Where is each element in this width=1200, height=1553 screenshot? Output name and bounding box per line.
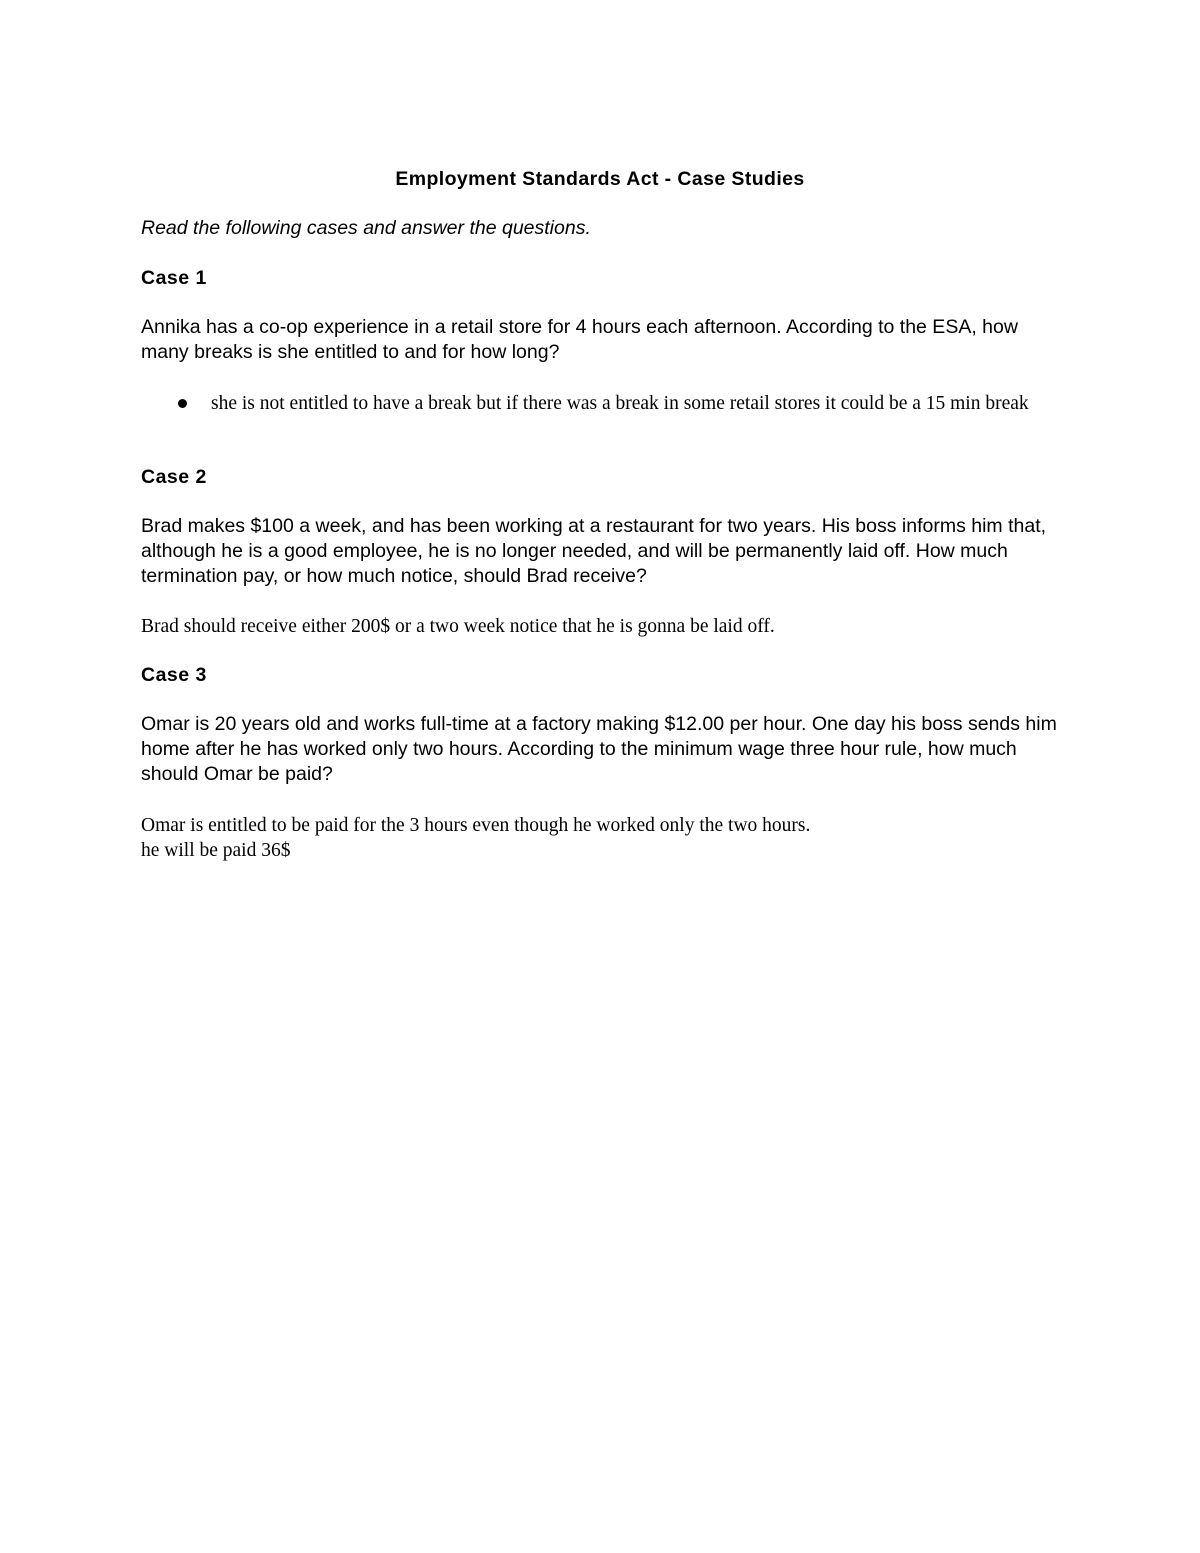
case-2-heading: Case 2 xyxy=(141,466,207,488)
case-3-answer-line: Omar is entitled to be paid for the 3 hours even though he worked only the two hours. xyxy=(141,815,811,836)
case-3-heading: Case 3 xyxy=(141,664,207,686)
case-3-question: Omar is 20 years old and works full-time at a factory making $12.00 per hour. One day his boss sends him home after he has worked only two hours. According to the minimum wage three hour rule, how much should Omar be paid? xyxy=(141,713,1057,785)
case-3-answer xyxy=(141,813,1061,863)
case-1-answer-list-item xyxy=(141,391,1061,416)
bullet-icon xyxy=(141,391,211,416)
case-2-answer: Brad should receive either 200$ or a two week notice that he is gonna be laid off. xyxy=(141,616,775,637)
case-1-question: Annika has a co-op experience in a retail store for 4 hours each afternoon. According to the ESA, how many breaks is she entitled to and for how long? xyxy=(141,316,1018,363)
document-title: Employment Standards Act - Case Studies xyxy=(395,168,805,190)
instructions-text: Read the following cases and answer the questions. xyxy=(141,217,591,239)
case-2-question: Brad makes $100 a week, and has been working at a restaurant for two years. His boss informs him that, although he is a good employee, he is no longer needed, and will be permanently laid off. How much termination pay, or how much notice, should Brad receive? xyxy=(141,515,1047,587)
case-1-heading: Case 1 xyxy=(141,267,207,289)
case-1-answer: she is not entitled to have a break but if there was a break in some retail stores it could be a 15 min break xyxy=(211,393,1029,414)
case-3-answer-line: he will be paid 36$ xyxy=(141,840,291,861)
